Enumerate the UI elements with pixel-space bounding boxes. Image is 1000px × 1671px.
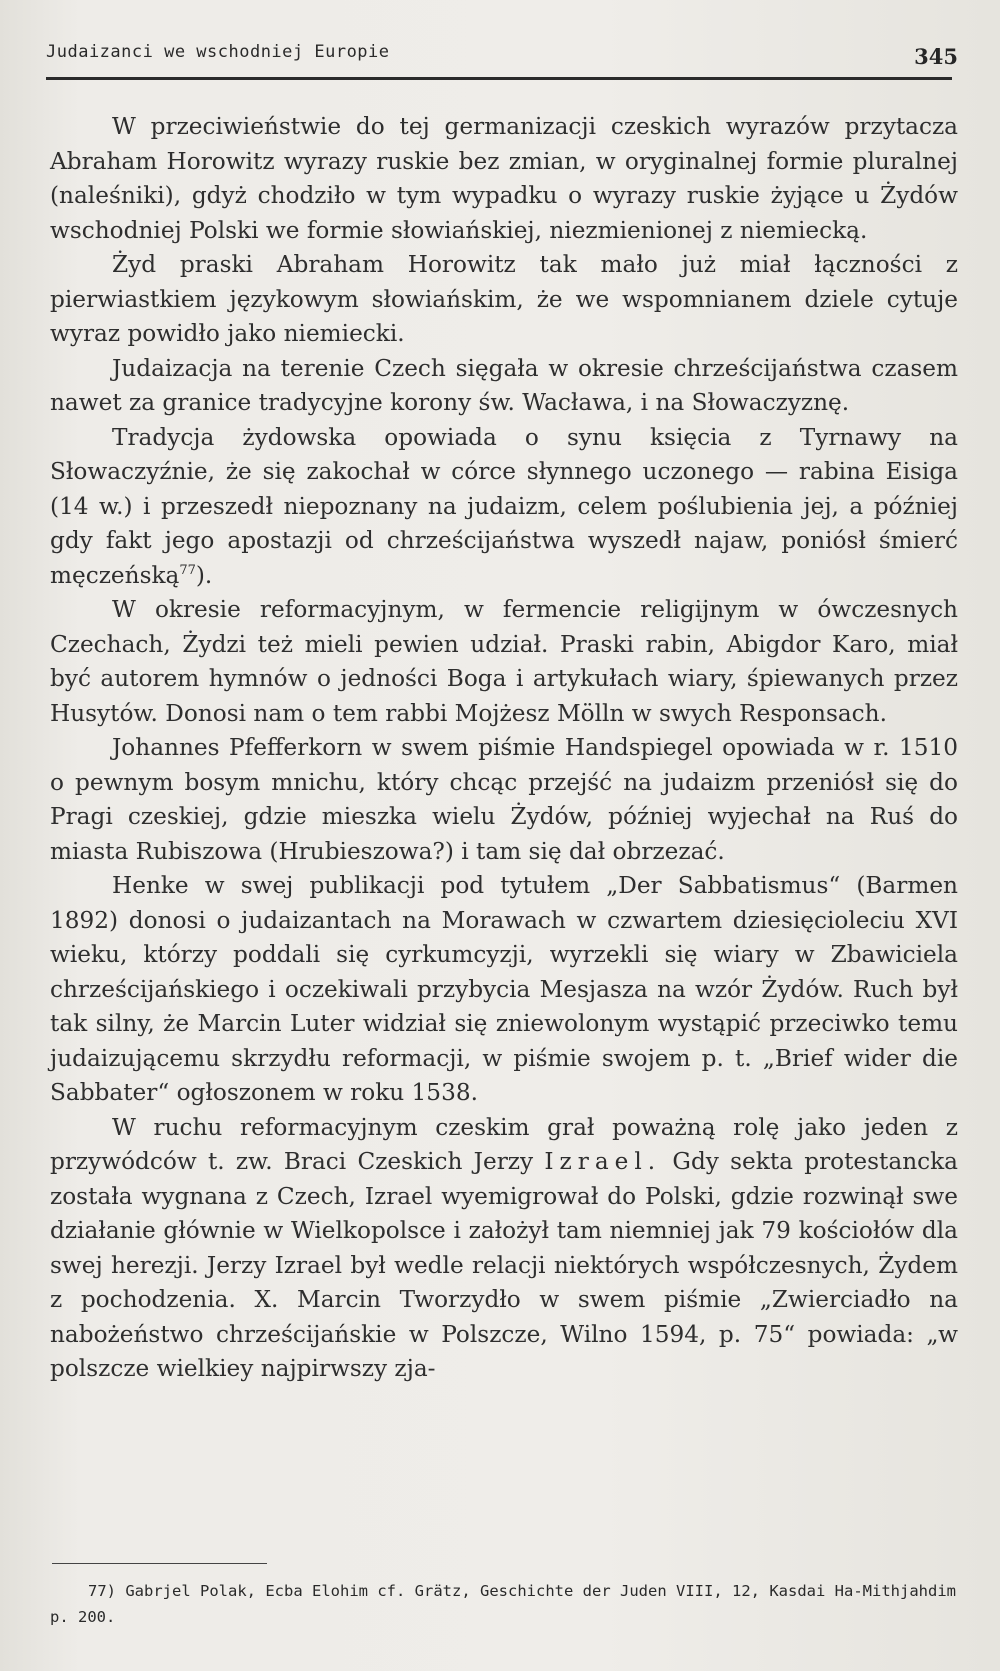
paragraph-tradition-suffix: ). [195,561,213,589]
paragraph-germanization: W przeciwieństwie do tej germanizacji czeskich wyrazów przytacza Abraham Horowitz wyrazy ruskie bez zmian, w oryginalnej formie pluralnej (naleśniki), gdyż chodziło w tym wypadku o wyrazy ruskie żyjące u Żydów wschodniej Polski we formie słowiańskiej, niezmienionej z niemiecką. [50,113,958,244]
body-text [50,110,958,1387]
footnote-77: 77) Gabrjel Polak, Ecba Elohim cf. Grätz, Geschichte der Juden VIII, 12, Kasdai Ha-Mithjahdim p. 200. [50,1582,956,1626]
paragraph-czech-brethren-text: W ruchu reformacyjnym czeskim grał poważną rolę jako jeden z przywódców t. zw. Braci Czeskich Jerzy [50,1113,958,1175]
running-head [46,38,958,78]
paragraph-judaization-czech: Judaizacja na terenie Czech sięgała w okresie chrześcijaństwa czasem nawet za granice tradycyjne korony św. Wacława, i na Słowaczyznę. [50,354,958,416]
running-title: Judaizanci we wschodniej Europie [46,42,390,62]
paragraph-pfefferkorn: Johannes Pfefferkorn w swem piśmie Handspiegel opowiada w r. 1510 o pewnym bosym mnichu, który chcąc przejść na judaizm przeniósł się do Pragi czeskiej, gdzie mieszka wielu Żydów, później wyjechał na Ruś do miasta Rubiszowa (Hrubieszowa?) i tam się dał obrzezać. [50,734,958,865]
paragraph-prague-jew: Żyd praski Abraham Horowitz tak mało już miał łączności z pierwiastkiem językowym słowiańskim, że we wspomnianem dziele cytuje wyraz powidło jako niemiecki. [50,251,958,347]
paragraph-czech-brethren-continued: Gdy sekta protestancka została wygnana z Czech, Izrael wyemigrował do Polski, gdzie rozwinął swe działanie głównie w Wielkopolsce i założył tam niemniej jak 79 kościołów dla swej herezji. Jerzy Izrael był wedle relacji niektórych współczesnych, Żydem z pochodzenia. X. Marcin Tworzydło w swem piśmie „Zwierciadło na nabożeństwo chrześcijańskie w Polszcze, Wilno 1594, p. 75“ powiada: „w polszcze wielkiey najpirwszy zja- [50,1148,958,1382]
paragraph-tradition [50,421,958,594]
page-number: 345 [914,44,958,69]
header-rule [46,77,952,80]
paragraph-tradition-text: Tradycja żydowska opowiada o synu księcia z Tyrnawy na Słowaczyźnie, że się zakochał w córce słynnego uczonego — rabina Eisiga (14 w.) i przeszedł niepoznany na judaizm, celem poślubienia jej, a później gdy fakt jego apostazji od chrześcijaństwa wyszedł najaw, poniósł śmierć męczeńską [50,423,958,589]
footnote-reference-77[interactable]: 77 [179,562,196,578]
footnote-rule [52,1563,267,1564]
paragraph-reformation: W okresie reformacyjnym, w fermencie religijnym w ówczesnych Czechach, Żydzi też mieli pewien udział. Praski rabin, Abigdor Karo, miał być autorem hymnów o jedności Boga i artykułach wiary, śpiewanych przez Husytów. Donosi nam o tem rabbi Mojżesz Mölln w swych Responsach. [50,596,958,727]
paragraph-czech-brethren [50,1111,958,1387]
paragraph-henke: Henke w swej publikacji pod tytułem „Der Sabbatismus“ (Barmen 1892) donosi o judaizantach na Morawach w czwartem dziesięcioleciu XVI wieku, którzy poddali się cyrkumcyzji, wyrzekli się wiary w Zbawiciela chrześcijańskiego i oczekiwali przybycia Mesjasza na wzór Żydów. Ruch był tak silny, że Marcin Luter widział się zniewolonym wystąpić przeciwko temu judaizującemu skrzydłu reformacji, w piśmie swojem p. t. „Brief wider die Sabbater“ ogłoszonem w roku 1538. [50,872,958,1106]
spaced-name-izrael: Izrael. [544,1148,662,1175]
